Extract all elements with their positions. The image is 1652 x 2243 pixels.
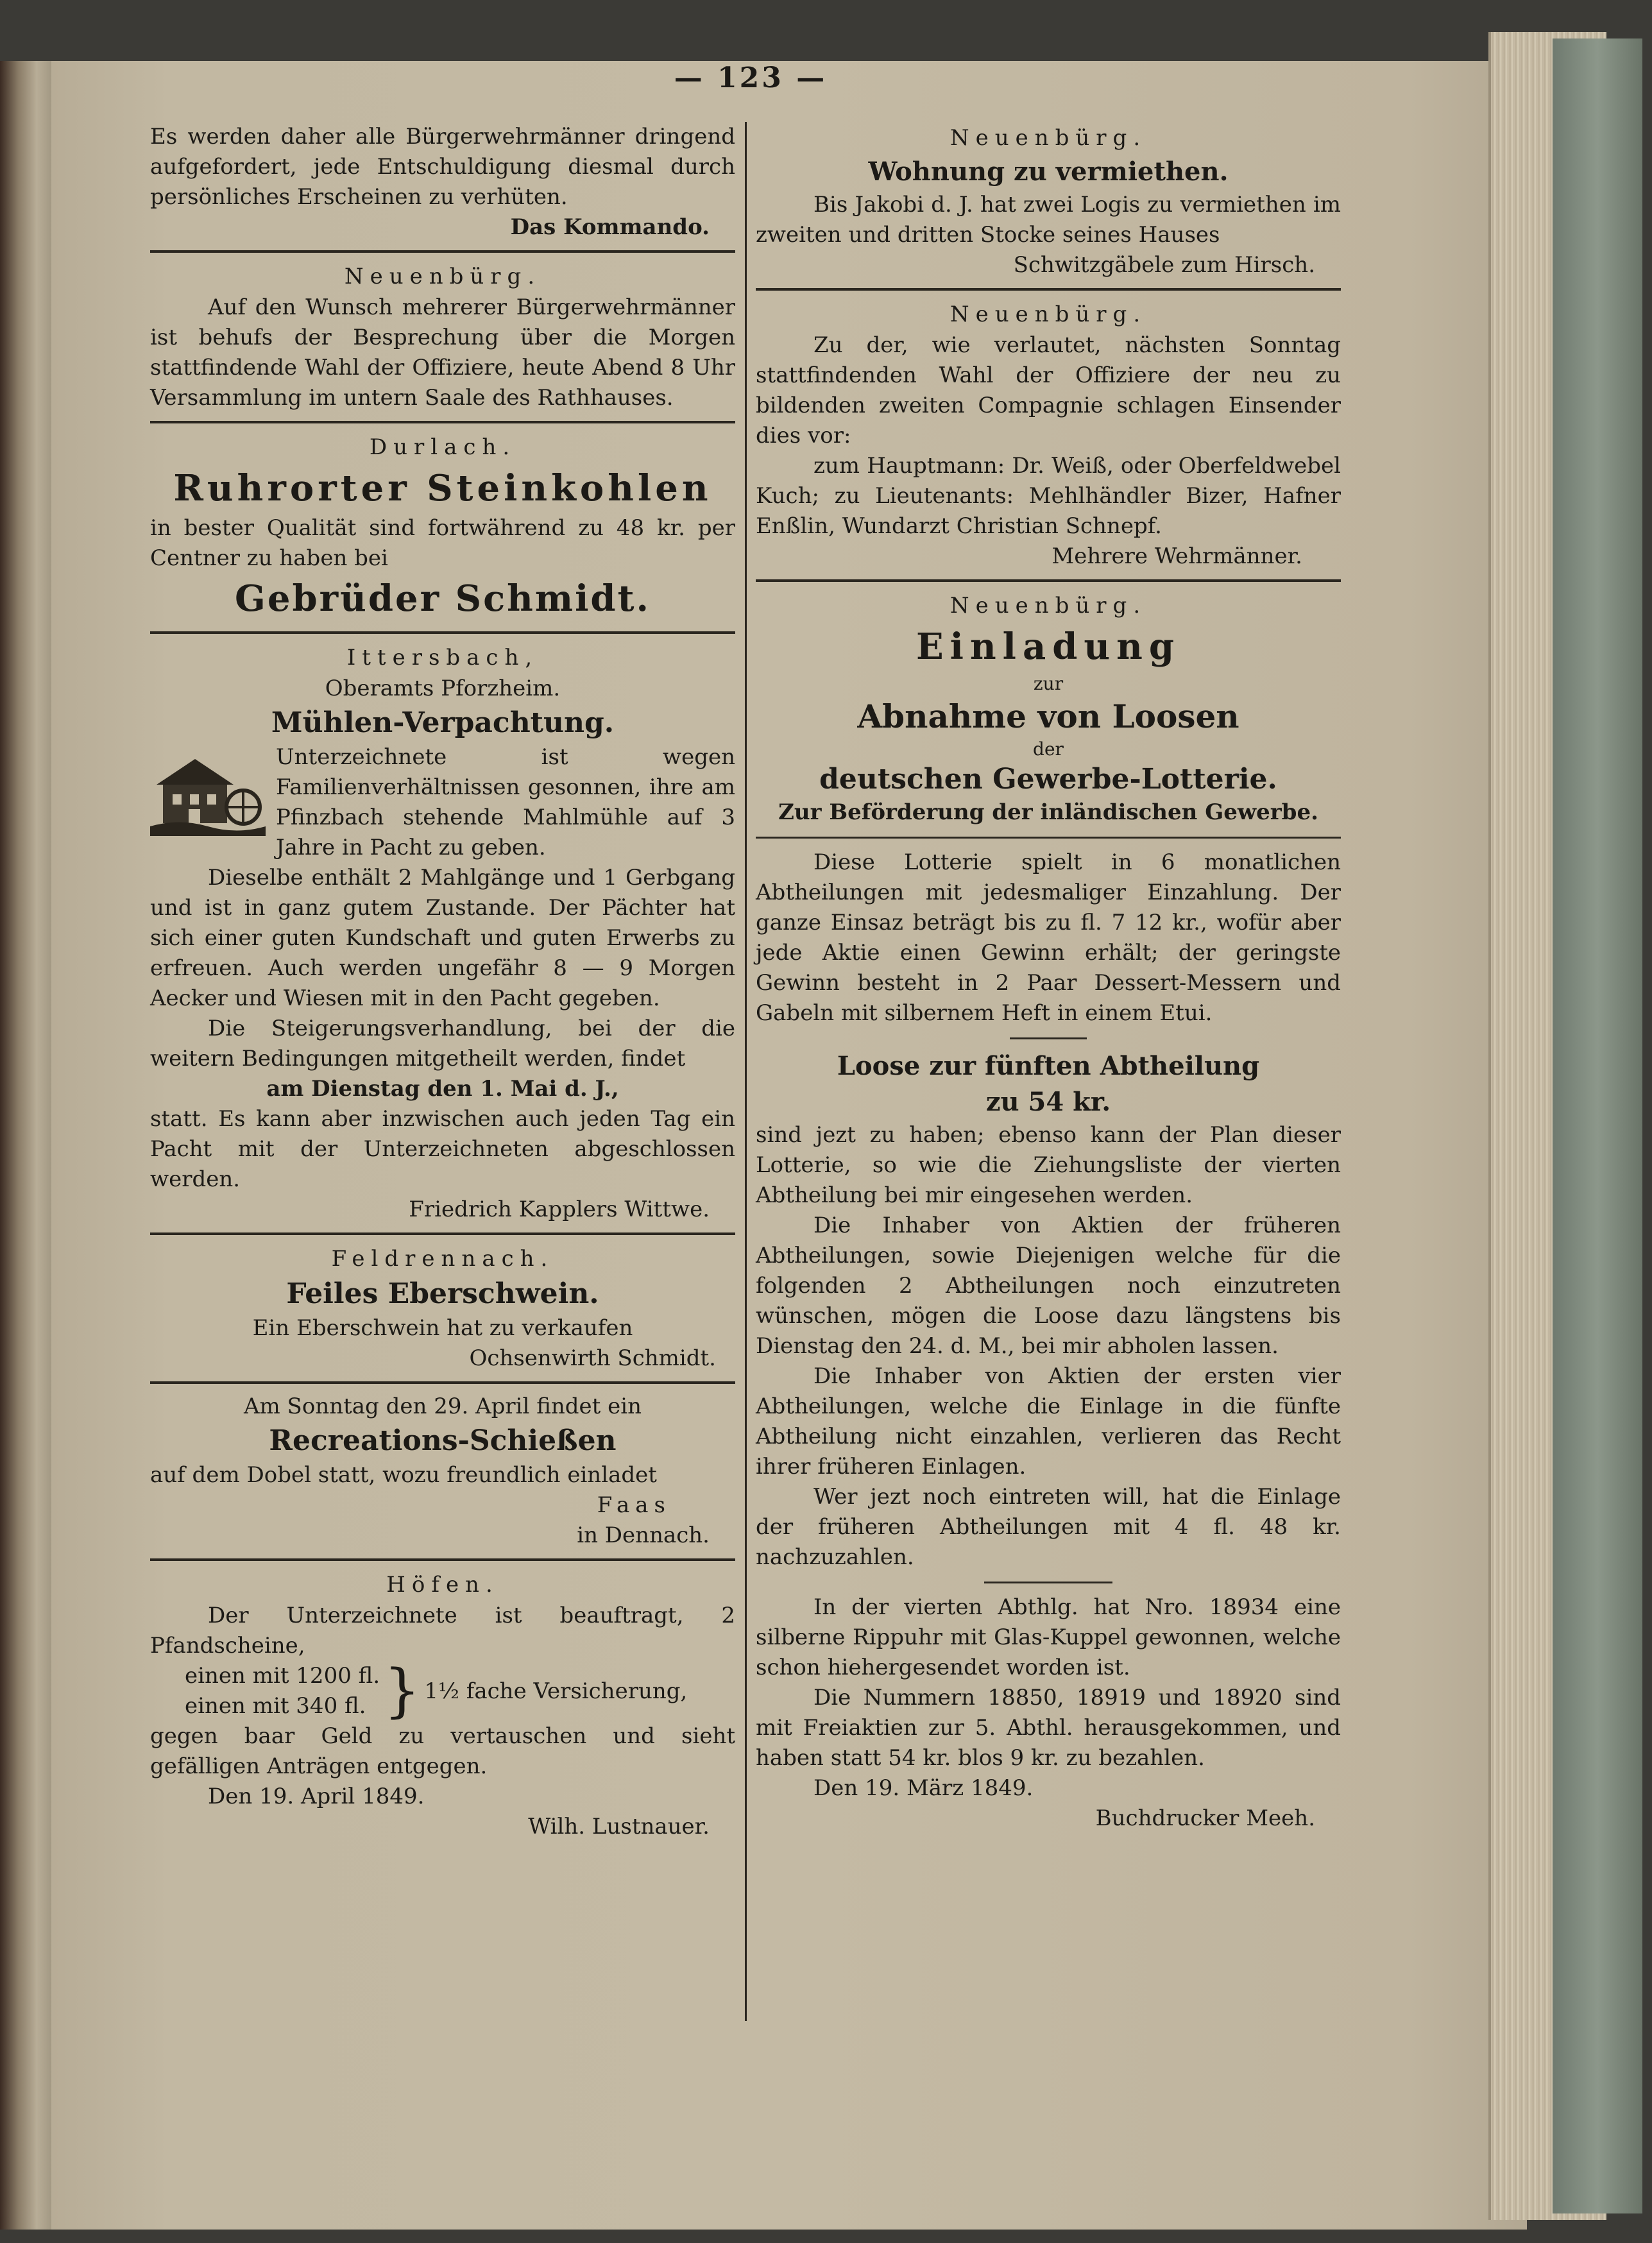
notice-paragraph: Dieselbe enthält 2 Mahlgänge und 1 Gerbgang und ist in ganz gutem Zustande. Der Pächter hat sich einer guten Kundschaft und guten Erwerbs zu erfreuen. Auch werden ungefähr 8 — 9 Morgen Aecker und Wiesen mit in den Pacht gegeben. bbox=[150, 865, 735, 1011]
notice-text: Am Sonntag den 29. April findet ein bbox=[243, 1394, 642, 1419]
notice-signature: Schwitzgäbele zum Hirsch. bbox=[1013, 252, 1315, 278]
notice-place: Feldrennach. bbox=[331, 1246, 554, 1272]
notice-paragraph: Die Inhaber von Aktien der ersten vier Abtheilungen, welche die Einlage in die fünfte Abtheilung nicht einzahlen, verlieren das Recht ihrer früheren Einlagen. bbox=[756, 1363, 1341, 1480]
notice-signature: Faas bbox=[597, 1492, 671, 1518]
notice-signature: Wilh. Lustnauer. bbox=[528, 1814, 710, 1839]
notice-signature: Das Kommando. bbox=[510, 214, 710, 240]
short-rule bbox=[1010, 1037, 1087, 1039]
notice-text: in bester Qualität sind fortwährend zu 48 kr. per Centner zu haben bei bbox=[150, 515, 735, 571]
notice-eberschwein bbox=[150, 1243, 735, 1374]
notice-versammlung bbox=[150, 260, 735, 413]
notice-paragraph: Diese Lotterie spielt in 6 monatlichen Abtheilungen mit jedesmaliger Einzahlung. Der ganze Einsaz beträgt bis zu fl. 7 12 kr., wofür aber jede Aktie einen Gewinn erhält; der geringste Gewinn besteht in 2 Paar Dessert-Messern und Gabeln mit silbernem Heft in einem Etui. bbox=[756, 849, 1341, 1026]
divider bbox=[756, 579, 1341, 582]
amount-line: einen mit 340 fl. bbox=[185, 1693, 366, 1719]
notice-candidates: zum Hauptmann: Dr. Weiß, oder Oberfeldwebel Kuch; zu Lieutenants: Mehlhändler Bizer, Hafner Enßlin, Wundarzt Christian Schnepf. bbox=[756, 453, 1341, 539]
notice-wohnung bbox=[756, 122, 1341, 280]
notice-text: gegen baar Geld zu vertauschen und sieht gefälligen Anträgen entgegen. bbox=[150, 1723, 735, 1779]
notice-heading: Feiles Eberschwein. bbox=[286, 1277, 599, 1310]
notice-paragraph: statt. Es kann aber inzwischen auch jeden Tag ein Pacht mit der Unterzeichneten abgeschlossen werden. bbox=[150, 1106, 735, 1192]
notice-muehlen-verpachtung bbox=[150, 642, 735, 1225]
notice-lotterie bbox=[756, 590, 1341, 1834]
notice-heading: Mühlen-Verpachtung. bbox=[271, 706, 615, 739]
notice-heading: Loose zur fünften Abtheilung bbox=[837, 1051, 1260, 1081]
notice-signature: Buchdrucker Meeh. bbox=[1095, 1805, 1315, 1831]
divider bbox=[150, 421, 735, 423]
notice-date: Den 19. April 1849. bbox=[208, 1784, 425, 1809]
notice-connector: der bbox=[1033, 738, 1064, 760]
right-column bbox=[756, 122, 1341, 1834]
divider bbox=[150, 1232, 735, 1235]
notice-text: auf dem Dobel statt, wozu freundlich einladet bbox=[150, 1462, 657, 1488]
notice-heading: deutschen Gewerbe-Lotterie. bbox=[819, 763, 1277, 796]
notice-heading: zu 54 kr. bbox=[985, 1087, 1111, 1117]
notice-heading: Einladung bbox=[916, 626, 1180, 668]
notice-text: Auf den Wunsch mehrerer Bürgerwehrmänner ist behufs der Besprechung über die Morgen stattfindende Wahl der Offiziere, heute Abend 8 Uhr Versammlung im untern Saale des Rathhauses. bbox=[150, 294, 735, 411]
notice-paragraph: Die Steigerungsverhandlung, bei der die weitern Bedingungen mitgetheilt werden, findet bbox=[150, 1016, 735, 1071]
divider bbox=[150, 1381, 735, 1384]
notice-paragraph: sind jezt zu haben; ebenso kann der Plan dieser Lotterie, so wie die Ziehungsliste der vierten Abtheilung bei mir eingesehen werden. bbox=[756, 1122, 1341, 1208]
pfandschein-amounts bbox=[150, 1657, 735, 1725]
book-cover-edge bbox=[1553, 38, 1642, 2213]
notice-text: Der Unterzeichnete ist beauftragt, 2 Pfandscheine, bbox=[150, 1603, 735, 1659]
notice-text: Zu der, wie verlautet, nächsten Sonntag stattfindenden Wahl der Offiziere der neu zu bildenden zweiten Compagnie schlagen Einsender dies vor: bbox=[756, 332, 1341, 448]
notice-place: Höfen. bbox=[386, 1572, 499, 1598]
notice-paragraph: Die Nummern 18850, 18919 und 18920 sind mit Freiaktien zur 5. Abthl. herausgekommen, und haben statt 54 kr. blos 9 kr. zu bezahlen. bbox=[756, 1685, 1341, 1771]
notice-signature: Mehrere Wehrmänner. bbox=[1052, 543, 1302, 569]
notice-place: Ittersbach, bbox=[346, 645, 539, 670]
notice-offizierswahl bbox=[756, 298, 1341, 572]
notice-place: Neuenbürg. bbox=[949, 302, 1147, 327]
notice-text: Es werden daher alle Bürgerwehrmänner dringend aufgefordert, jede Entschuldigung diesmal durch persönliches Erscheinen zu verhüten. bbox=[150, 124, 735, 210]
notice-text: Bis Jakobi d. J. hat zwei Logis zu vermiethen im zweiten und dritten Stocke seines Hauses bbox=[756, 192, 1341, 248]
notice-place: Durlach. bbox=[369, 434, 516, 460]
notice-signature: Friedrich Kapplers Wittwe. bbox=[409, 1197, 710, 1222]
brace-glyph: } bbox=[384, 1657, 421, 1725]
notice-heading: Recreations-Schießen bbox=[269, 1424, 617, 1457]
divider bbox=[756, 837, 1341, 839]
notice-district: Oberamts Pforzheim. bbox=[325, 676, 561, 701]
notice-paragraph: Die Inhaber von Aktien der früheren Abtheilungen, sowie Diejenigen welche für die folgenden 2 Abtheilungen noch einzutreten wünschen, mögen die Loose dazu längstens bis Dienstag den 24. d. M., bei mir abholen lassen. bbox=[756, 1213, 1341, 1359]
notice-place: Neuenbürg. bbox=[949, 593, 1147, 618]
merchant-name: Gebrüder Schmidt. bbox=[235, 577, 651, 620]
column-divider bbox=[745, 122, 747, 2021]
auction-date: am Dienstag den 1. Mai d. J., bbox=[266, 1076, 619, 1102]
page-number: — 123 — bbox=[674, 62, 828, 94]
notice-recreations-schiessen bbox=[150, 1392, 735, 1551]
divider bbox=[150, 631, 735, 634]
short-rule bbox=[984, 1582, 1112, 1583]
insurance-note: 1½ fache Versicherung, bbox=[424, 1678, 688, 1704]
divider bbox=[756, 288, 1341, 291]
notice-connector: zur bbox=[1033, 673, 1064, 694]
mill-paragraph bbox=[150, 742, 735, 863]
notice-heading: Abnahme von Loosen bbox=[857, 697, 1239, 735]
mill-icon bbox=[150, 746, 266, 836]
amount-line: einen mit 1200 fl. bbox=[185, 1663, 380, 1689]
notice-heading: Wohnung zu vermiethen. bbox=[868, 157, 1229, 187]
divider bbox=[150, 1558, 735, 1561]
notice-paragraph: Unterzeichnete ist wegen Familienverhältnissen gesonnen, ihre am Pfinzbach stehende Mahlmühle auf 3 Jahre in Pacht zu geben. bbox=[276, 744, 735, 860]
notice-paragraph: Wer jezt noch eintreten will, hat die Einlage der früheren Abtheilungen mit 4 fl. 48 kr. nachzuzahlen. bbox=[756, 1484, 1341, 1570]
notice-subheading: Zur Beförderung der inländischen Gewerbe. bbox=[778, 799, 1318, 825]
notice-kommando bbox=[150, 122, 735, 243]
divider bbox=[150, 250, 735, 253]
notice-date: Den 19. März 1849. bbox=[813, 1775, 1034, 1801]
notice-heading: Ruhrorter Steinkohlen bbox=[173, 467, 712, 509]
notice-signature: Ochsenwirth Schmidt. bbox=[469, 1345, 716, 1371]
notice-text: Ein Eberschwein hat zu verkaufen bbox=[252, 1315, 633, 1341]
notice-signature-place: in Dennach. bbox=[577, 1522, 710, 1548]
notice-place: Neuenbürg. bbox=[344, 264, 541, 289]
facing-page-edge bbox=[0, 61, 53, 2230]
left-column bbox=[150, 122, 735, 1842]
notice-paragraph: In der vierten Abthlg. hat Nro. 18934 eine silberne Rippuhr mit Glas-Kuppel gewonnen, welche schon hiehergesendet worden ist. bbox=[756, 1594, 1341, 1680]
notice-place: Neuenbürg. bbox=[949, 125, 1147, 151]
notice-pfandscheine bbox=[150, 1569, 735, 1842]
notice-steinkohlen bbox=[150, 431, 735, 624]
